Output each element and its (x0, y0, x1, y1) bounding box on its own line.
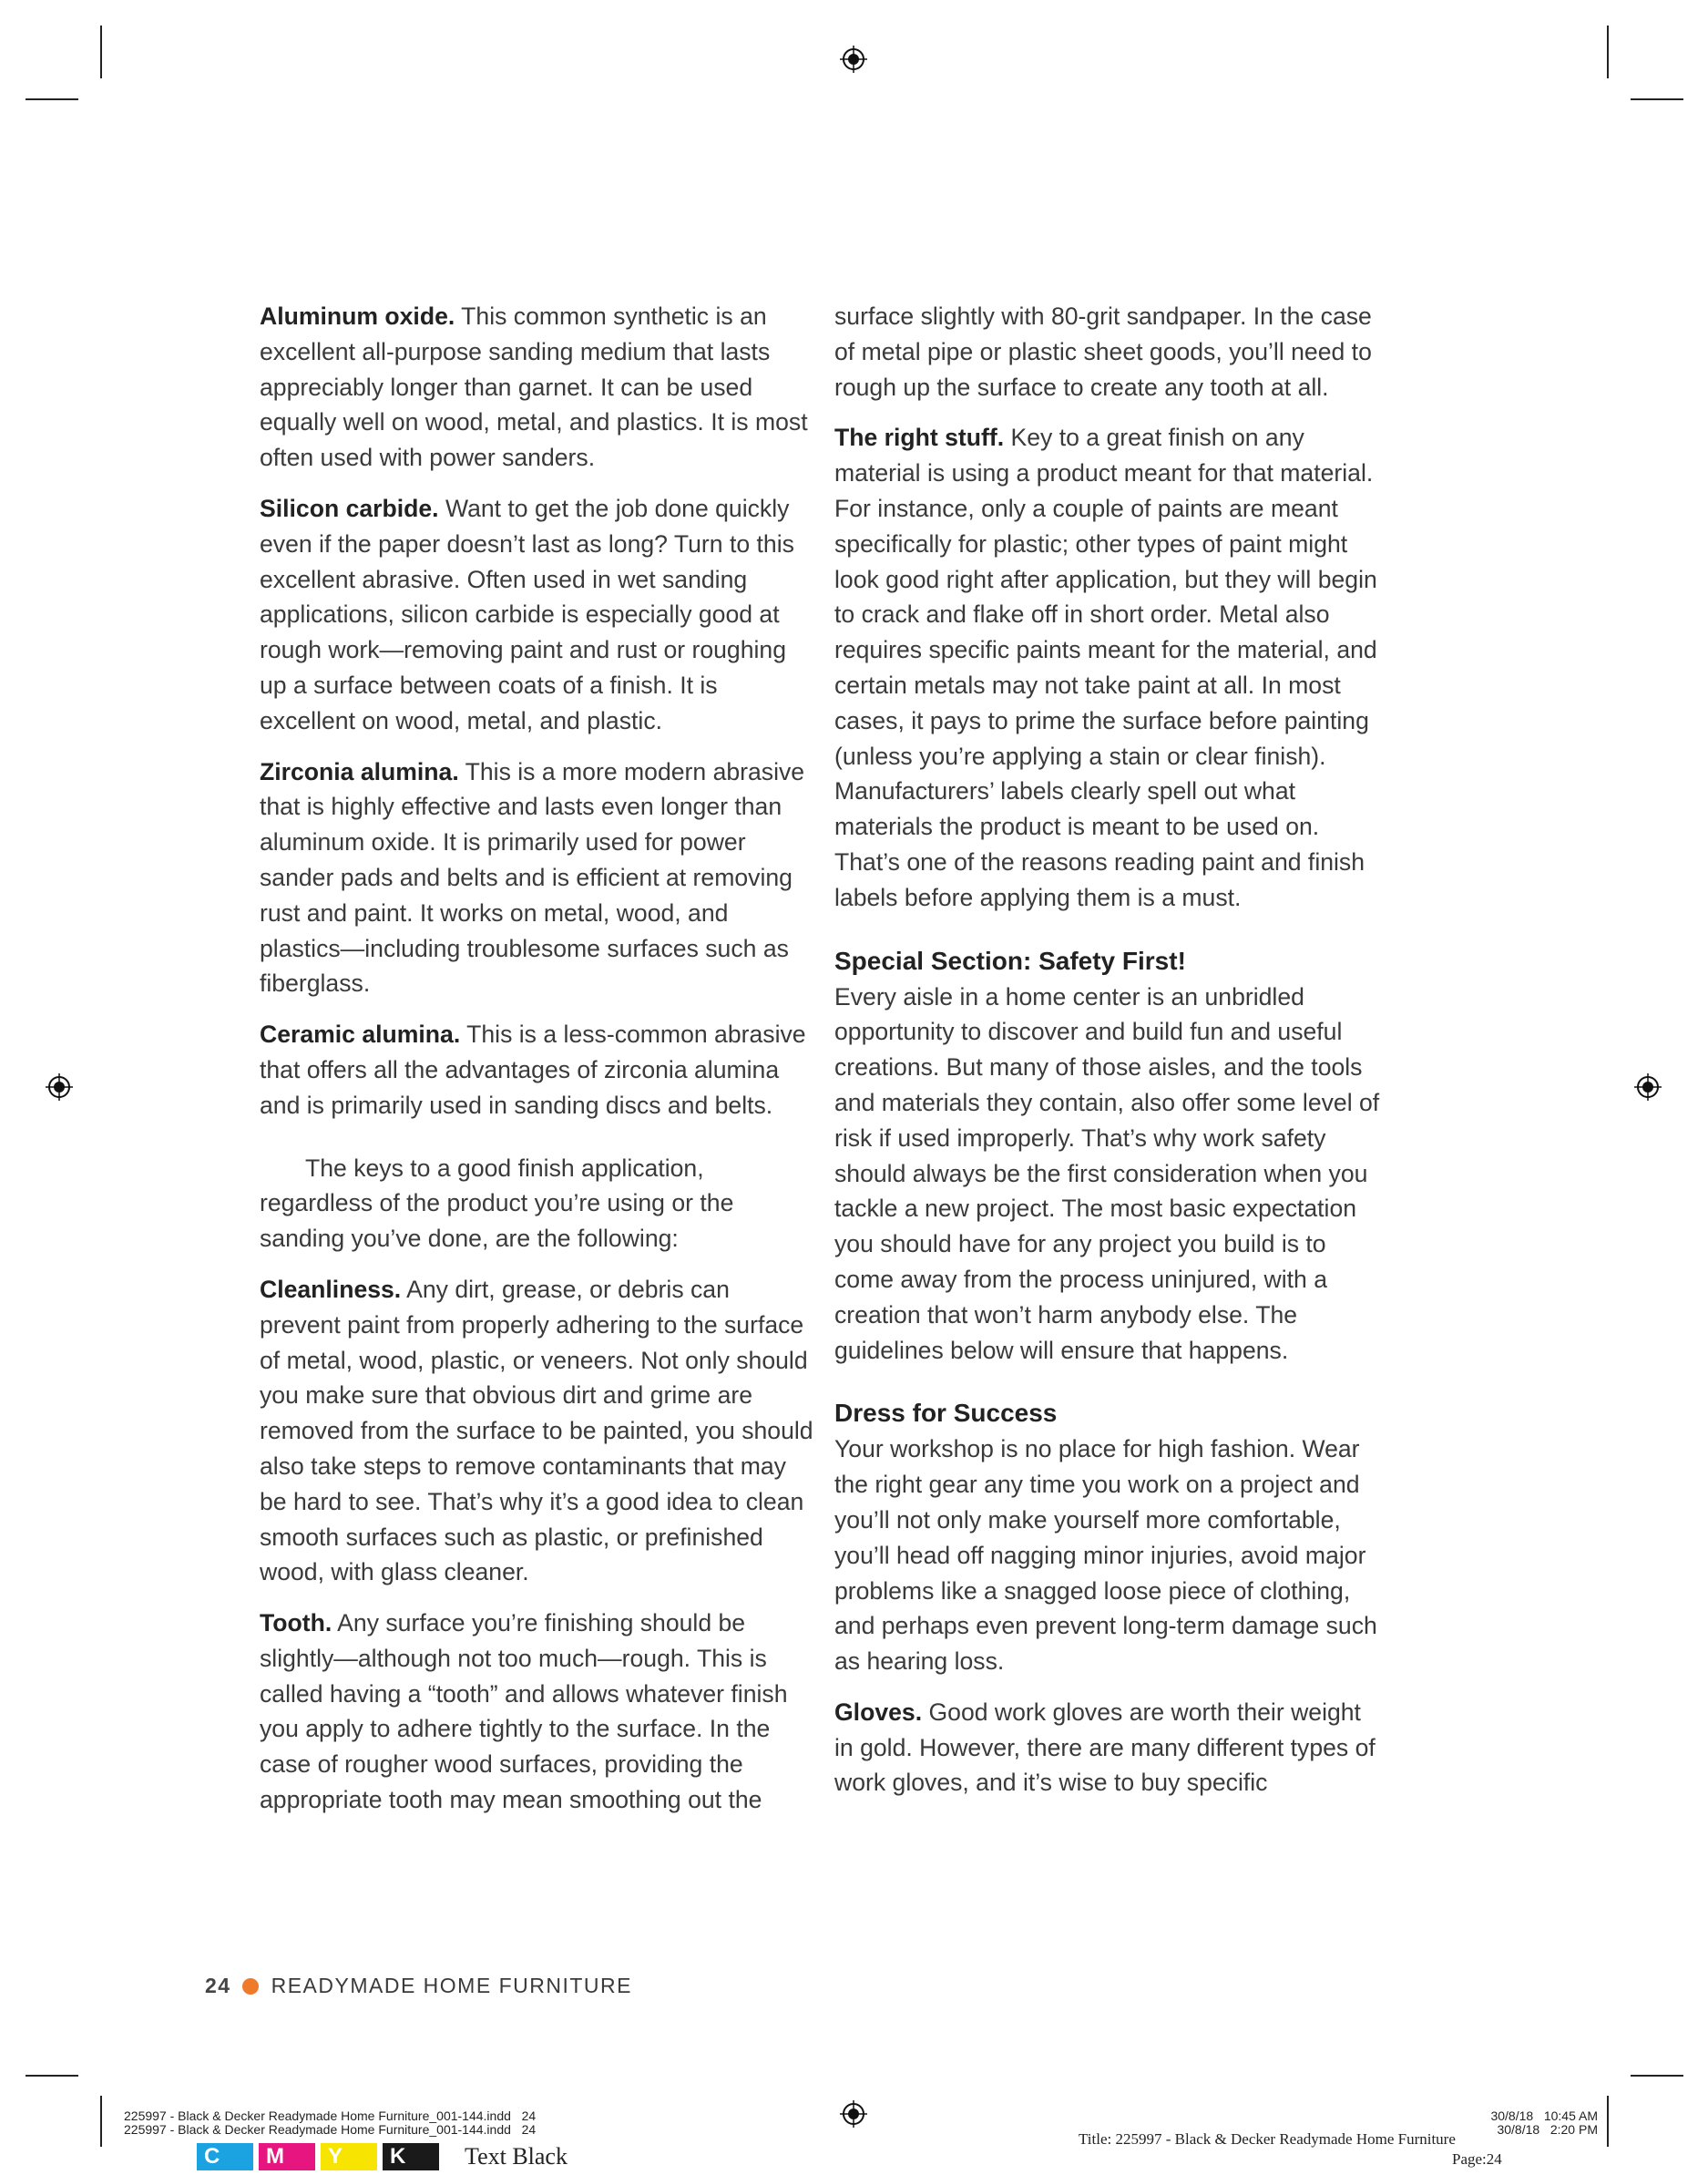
left-column (260, 299, 815, 1833)
term: Zirconia alumina. (260, 757, 459, 785)
paragraph-gloves: Gloves. Good work gloves are worth their weight in gold. However, there are many different types of work gloves, and it’s wise to buy specific (834, 1698, 1376, 1797)
crop-mark (1631, 2075, 1683, 2077)
book-title: READYMADE HOME FURNITURE (271, 1974, 632, 1997)
paragraph-safety: Every aisle in a home center is an unbridled opportunity to discover and build fun and useful creations. But many of those aisles, and the tools and materials they contain, also offer some level of risk if used improperly. That’s why work safety should always be the first consideration when you tackle a new project. The most basic expectation you should have for any project you build is to come away from the process uninjured, with a creation that won’t harm anybody else. The guidelines below will ensure that happens. (834, 982, 1380, 1364)
paragraph-dress: Your workshop is no place for high fashion. Wear the right gear any time you work on a project and you’ll not only make yourself more comfortable, you’ll head off nagging minor injuries, avoid major problems like a snagged loose piece of clothing, and perhaps even prevent long-term damage such as hearing loss. (834, 1435, 1377, 1676)
crop-mark (26, 2075, 78, 2077)
swatch-black: K (383, 2143, 439, 2170)
slug-date-line-2: 30/8/18 2:20 PM (1497, 2122, 1598, 2137)
slug-date-line-1: 30/8/18 10:45 AM (1490, 2108, 1598, 2123)
plate-label: Text Black (465, 2143, 568, 2170)
section-heading-dress: Dress for Success (834, 1399, 1058, 1428)
page-number: 24 (205, 1974, 231, 1997)
paragraph-aluminum-oxide: Aluminum oxide. This common synthetic is an excellent all-purpose sanding medium that lasts appreciably longer than garnet. It can be used equally well on wood, metal, and plastics. It is most often used with power sanders. (260, 303, 808, 472)
crop-mark (1631, 98, 1683, 100)
slug-page-line: Page:24 (1452, 2150, 1502, 2168)
slug-file-line-1: 225997 - Black & Decker Readymade Home Furniture_001-144.indd 24 (124, 2108, 537, 2123)
paragraph-right-stuff: The right stuff. Key to a great finish on any material is using a product meant for that material. For instance, only a couple of paints are meant specifically for plastic; other types of paint might look good right after application, but they will begin to crack and flake off in short order. Metal also requires specific paints meant for the material, and certain metals may not take paint at all. In most cases, it pays to prime the surface before painting (unless you’re applying a stain or clear finish). Manufacturers’ labels clearly spell out what materials the product is meant to be used on. That’s one of the reasons reading paint and finish labels before applying them is a must. (834, 424, 1377, 911)
term: The right stuff. (834, 424, 1005, 452)
crop-mark (26, 98, 78, 100)
registration-mark-icon (840, 46, 867, 73)
swatch-cyan: C (197, 2143, 253, 2170)
crop-mark (100, 26, 102, 78)
paragraph-silicon-carbide: Silicon carbide. Want to get the job done quickly even if the paper doesn’t last as long? Turn to this excellent abrasive. Often used in wet sanding applications, silicon carbide is especially good at rough work—removing paint and rust or roughing up a surface between coats of a finish. It is excellent on wood, metal, and plastic. (260, 494, 794, 734)
crop-mark (1607, 26, 1609, 78)
paragraph-intro: The keys to a good finish application, regardless of the product you’re using or the sanding you’ve done, are the following: (260, 1154, 734, 1253)
term: Aluminum oxide. (260, 303, 455, 330)
registration-mark-icon (46, 1073, 73, 1101)
term: Tooth. (260, 1609, 332, 1637)
term: Gloves. (834, 1698, 923, 1726)
crop-mark (100, 2096, 102, 2147)
paragraph-tooth: Tooth. Any surface you’re finishing should be slightly—although not too much—rough. This is called having a “tooth” and allows whatever finish you apply to adhere tightly to the surface. In the case of rougher wood surfaces, providing the appropriate tooth may mean smoothing out the (260, 1609, 788, 1814)
registration-mark-icon (840, 2100, 867, 2128)
right-column (834, 299, 1381, 1816)
registration-mark-icon (1634, 1073, 1662, 1101)
crop-mark (1607, 2096, 1609, 2147)
paragraph-zirconia-alumina: Zirconia alumina. This is a more modern abrasive that is highly effective and lasts even longer than aluminum oxide. It is primarily used for power sander pads and belts and is efficient at removing rust and paint. It works on metal, wood, and plastics—including troublesome surfaces such as fiberglass. (260, 757, 805, 998)
slug-file-line-2: 225997 - Black & Decker Readymade Home Furniture_001-144.indd 24 (124, 2122, 537, 2137)
slug-title-line: Title: 225997 - Black & Decker Readymade Home Furniture (1079, 2130, 1456, 2148)
swatch-magenta: M (259, 2143, 315, 2170)
term: Cleanliness. (260, 1275, 402, 1303)
paragraph-continuation: surface slightly with 80-grit sandpaper. In the case of metal pipe or plastic sheet goods, you’ll need to rough up the surface to create any tooth at all. (834, 303, 1372, 401)
section-heading-safety: Special Section: Safety First! (834, 946, 1186, 975)
paragraph-cleanliness: Cleanliness. Any dirt, grease, or debris can prevent paint from properly adhering to the surface of metal, wood, plastic, or veneers. Not only should you make sure that obvious dirt and grime are removed from the surface to be painted, you should also take steps to remove contaminants that may be hard to see. That’s why it’s a good idea to clean smooth surfaces such as plastic, or prefinished wood, with glass cleaner. (260, 1275, 813, 1586)
page-footer (205, 1974, 632, 1998)
swatch-yellow: Y (321, 2143, 377, 2170)
paragraph-ceramic-alumina: Ceramic alumina. This is a less-common abrasive that offers all the advantages of zirconia alumina and is primarily used in sanding discs and belts. (260, 1021, 806, 1119)
bullet-dot-icon (242, 1978, 259, 1995)
term: Ceramic alumina. (260, 1021, 461, 1049)
term: Silicon carbide. (260, 494, 439, 522)
